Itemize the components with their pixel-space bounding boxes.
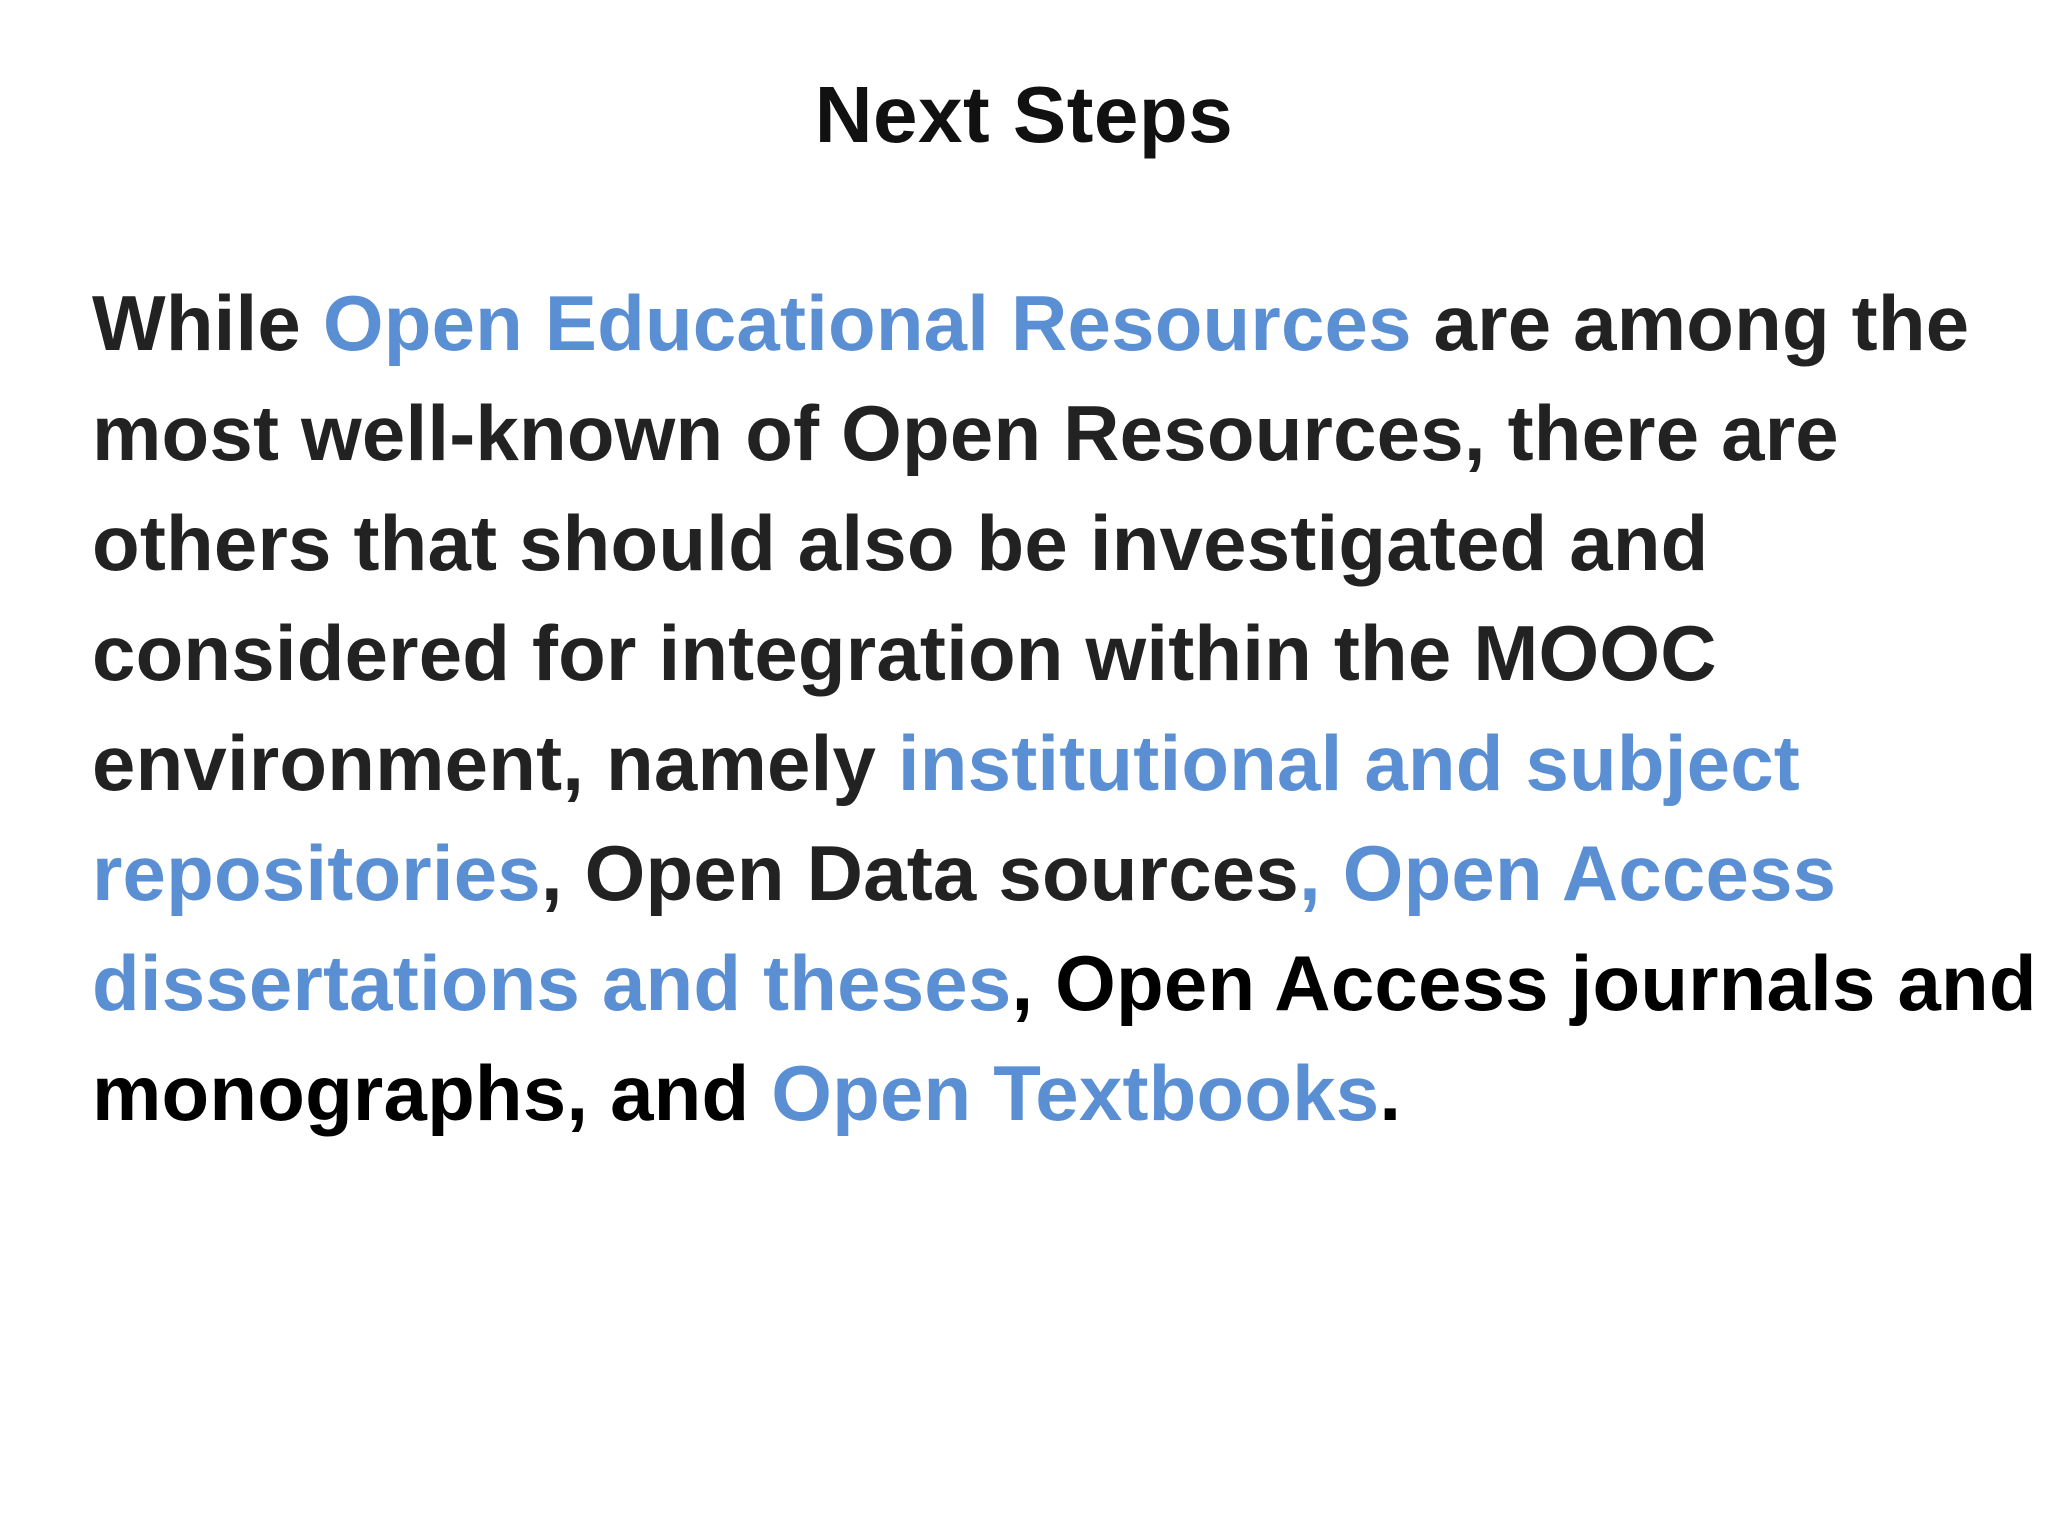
link-open-access-dissertations[interactable]: , Open Access	[1298, 829, 1837, 917]
body-line-5	[92, 708, 2032, 818]
text-span: .	[1379, 1049, 1402, 1137]
text-span: most well-known of Open Resources, there are	[92, 389, 1839, 477]
body-line-7	[92, 928, 2037, 1038]
link-open-textbooks[interactable]: Open Textbooks	[771, 1049, 1380, 1137]
text-span: , Open Access journals and	[1011, 939, 2037, 1027]
text-span: environment, namely	[92, 719, 898, 807]
link-institutional-subject-repositories-cont[interactable]: repositories	[92, 829, 541, 917]
body-line-8	[92, 1038, 2032, 1148]
link-institutional-subject-repositories[interactable]: institutional and subject	[897, 719, 1800, 807]
body-line-1	[92, 268, 2032, 378]
body-line-3	[92, 488, 2032, 598]
text-span: While	[92, 279, 323, 367]
text-span: others that should also be investigated and	[92, 499, 1709, 587]
slide-title: Next Steps	[814, 70, 1234, 159]
text-span: monographs, and	[92, 1049, 772, 1137]
body-line-2	[92, 378, 2032, 488]
body-line-4	[92, 598, 2032, 708]
slide-body-paragraph	[92, 268, 2037, 1148]
link-open-access-dissertations-cont[interactable]: dissertations and theses	[92, 939, 1012, 1027]
text-span: considered for integration within the MOOC	[92, 609, 1717, 697]
link-open-educational-resources[interactable]: Open Educational Resources	[322, 279, 1412, 367]
text-span: , Open Data sources	[540, 829, 1299, 917]
text-span: are among the	[1411, 279, 1970, 367]
body-line-6	[92, 818, 2032, 928]
